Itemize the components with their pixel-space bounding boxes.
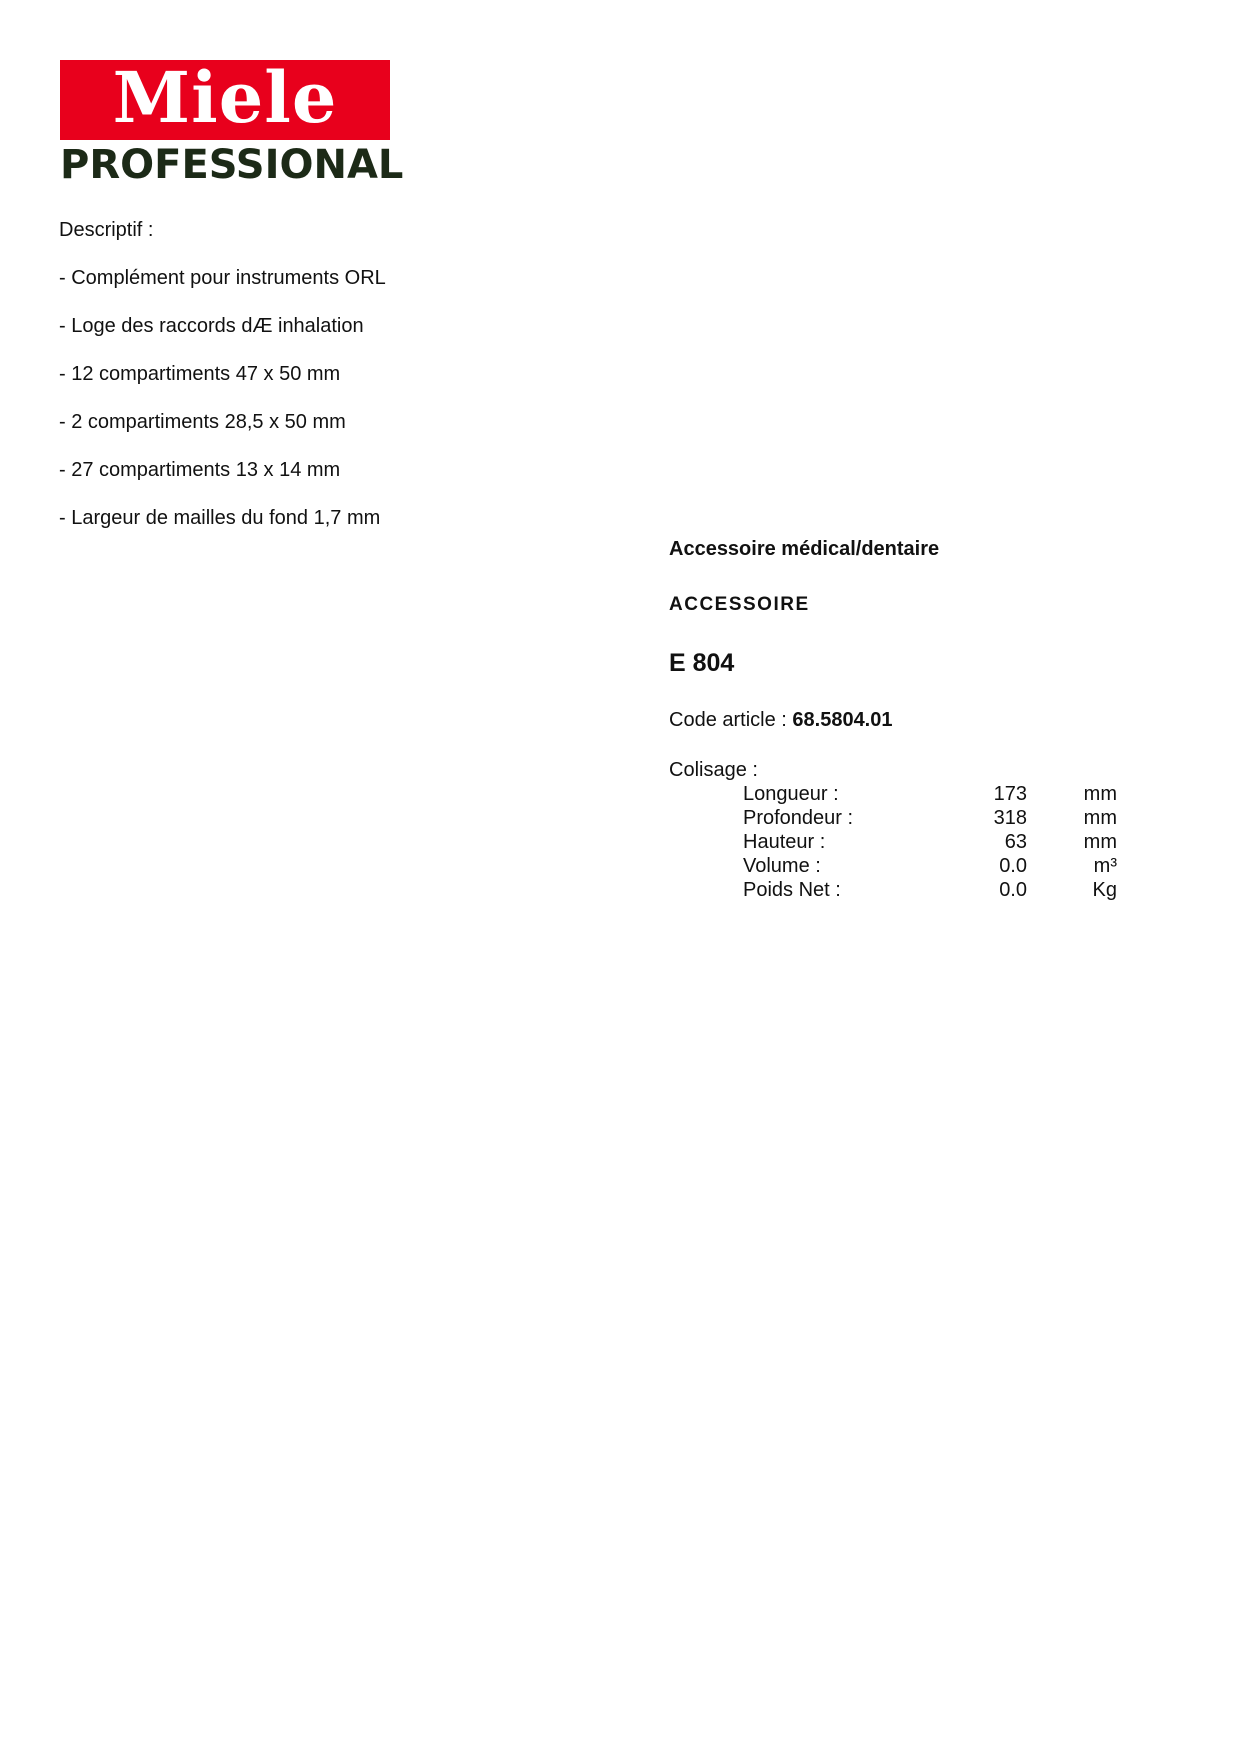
colisage-label: Longueur : (743, 783, 839, 805)
colisage-unit: mm (1083, 831, 1117, 853)
colisage-row-hauteur (743, 830, 1117, 854)
description-heading: Descriptif : (59, 219, 154, 241)
colisage-value: 173 (993, 783, 1027, 805)
product-category: Accessoire médical/dentaire (669, 538, 940, 560)
description-item: - 12 compartiments 47 x 50 mm (59, 363, 341, 385)
colisage-label: Volume : (743, 855, 821, 877)
description-item: - Largeur de mailles du fond 1,7 mm (59, 507, 381, 529)
colisage-unit: mm (1083, 807, 1117, 829)
article-code (669, 708, 893, 732)
article-code-label: Code article : (669, 709, 793, 731)
colisage-unit: Kg (1092, 879, 1117, 901)
colisage-heading: Colisage : (669, 759, 758, 781)
logo-subtitle: PROFESSIONAL (60, 142, 404, 188)
colisage-label: Profondeur : (743, 807, 854, 829)
logo-brand-text: Miele (112, 56, 338, 139)
colisage-row-volume (743, 854, 1117, 878)
description-item: - 2 compartiments 28,5 x 50 mm (59, 411, 346, 433)
brand-logo (60, 56, 404, 192)
colisage-value: 318 (993, 807, 1027, 829)
colisage-value: 63 (1004, 831, 1027, 853)
colisage-table (743, 782, 1117, 902)
product-type: ACCESSOIRE (669, 594, 810, 615)
colisage-value: 0.0 (999, 879, 1027, 901)
colisage-row-profondeur (743, 806, 1117, 830)
colisage-label: Poids Net : (743, 879, 841, 901)
logo-red-block (60, 56, 390, 140)
article-code-value: 68.5804.01 (792, 709, 893, 731)
colisage-label: Hauteur : (743, 831, 826, 853)
product-info-block (669, 537, 1189, 901)
description-block (59, 218, 386, 554)
colisage-unit: mm (1083, 783, 1117, 805)
colisage-value: 0.0 (999, 855, 1027, 877)
colisage-unit: m³ (1093, 855, 1117, 877)
description-item: - 27 compartiments 13 x 14 mm (59, 459, 341, 481)
description-item: - Complément pour instruments ORL (59, 267, 386, 289)
description-item: - Loge des raccords dÆ inhalation (59, 315, 364, 337)
colisage-row-longueur (743, 782, 1117, 806)
product-model: E 804 (669, 649, 735, 677)
colisage-row-poids (743, 878, 1117, 902)
